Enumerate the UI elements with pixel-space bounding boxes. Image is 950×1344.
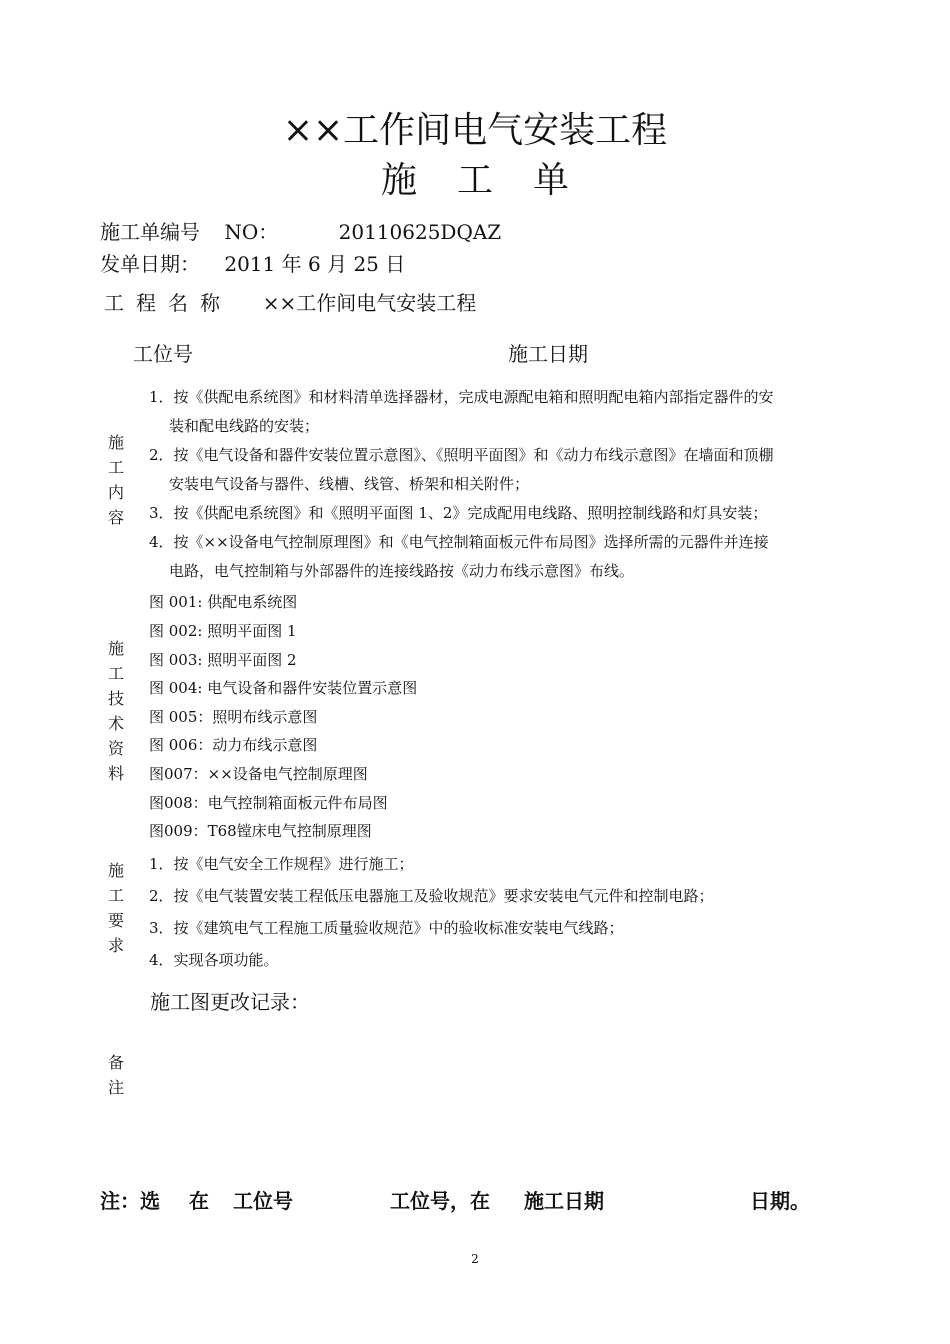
requirement-item: 4．实现各项功能。 — [149, 951, 279, 969]
footnote-part: 施工日期 — [524, 1189, 604, 1213]
order-number-row — [100, 216, 501, 245]
issue-date-day: 25 — [353, 252, 379, 276]
footnote-part: 注：选 — [100, 1189, 160, 1213]
document-title: ××工作间电气安装工程 — [282, 110, 668, 151]
issue-date-row — [100, 248, 405, 277]
tech-doc-item: 图 004: 电气设备和器件安装位置示意图 — [149, 679, 418, 697]
requirement-item: 2．按《电气装置安装工程低压电器施工及验收规范》要求安装电气元件和控制电路； — [149, 887, 714, 905]
order-number-value: 20110625DQAZ — [338, 220, 502, 244]
page-number: 2 — [471, 1252, 479, 1266]
remarks-section-label: 备 注 — [107, 1053, 124, 1097]
change-record-label: 施工图更改记录： — [150, 990, 310, 1014]
issue-date-day-unit: 日 — [385, 252, 406, 276]
project-row — [104, 287, 476, 316]
issue-date-label: 发单日期： — [100, 252, 200, 276]
tech-doc-item: 图008：电气控制箱面板元件布局图 — [149, 794, 388, 812]
footnote-part: 工位号 — [233, 1189, 293, 1213]
tech-doc-item: 图 006：动力布线示意图 — [149, 736, 318, 754]
project-value: ××工作间电气安装工程 — [262, 291, 477, 315]
document-subtitle: 施工单 — [380, 160, 609, 201]
construction-date-label: 施工日期 — [508, 342, 588, 366]
footnote-part: 工位号，在 — [390, 1189, 490, 1213]
tech-doc-item: 图 002: 照明平面图 1 — [149, 622, 297, 640]
content-item: 1．按《供配电系统图》和材料清单选择器材，完成电源配电箱和照明配电箱内部指定器件的安 装和配电线路的安装； — [149, 388, 774, 435]
content-item: 2．按《电气设备和器件安装位置示意图》、《照明平面图》和《动力布线示意图》在墙面和顶棚 安装电气设备与器件、线槽、线管、桥架和相关附件； — [149, 446, 774, 493]
issue-date-month-unit: 月 — [327, 252, 348, 276]
order-number-label: 施工单编号 — [100, 220, 200, 244]
tech-doc-item: 图 003: 照明平面图 2 — [149, 651, 297, 669]
tech-docs-section-label: 施 工 技 术 资 料 — [107, 639, 124, 783]
requirement-item: 3．按《建筑电气工程施工质量验收规范》中的验收标准安装电气线路； — [149, 919, 624, 937]
order-number-prefix: NO： — [224, 220, 279, 244]
tech-doc-item: 图 001: 供配电系统图 — [149, 593, 298, 611]
content-item: 3．按《供配电系统图》和《照明平面图 1、2》完成配用电线路、照明控制线路和灯具安装； — [149, 504, 768, 522]
tech-doc-item: 图009：T68镗床电气控制原理图 — [149, 822, 372, 840]
issue-date-year-unit: 年 — [281, 252, 302, 276]
requirements-section-label: 施 工 要 求 — [107, 861, 124, 955]
footnote-part: 在 — [189, 1189, 209, 1213]
station-label: 工位号 — [133, 342, 193, 366]
requirement-item: 1．按《电气安全工作规程》进行施工； — [149, 855, 414, 873]
tech-doc-item: 图 005：照明布线示意图 — [149, 708, 318, 726]
issue-date-year: 2011 — [224, 252, 276, 276]
project-label: 工程名称 — [104, 291, 232, 315]
content-section-label: 施 工 内 容 — [107, 433, 124, 527]
content-item: 4．按《××设备电气控制原理图》和《电气控制箱面板元件布局图》选择所需的元器件并连接 电路，电气控制箱与外部器件的连接线路按《动力布线示意图》布线。 — [149, 533, 769, 580]
footnote-part: 日期。 — [750, 1189, 810, 1213]
tech-doc-item: 图007：××设备电气控制原理图 — [149, 765, 368, 783]
issue-date-month: 6 — [307, 252, 321, 276]
